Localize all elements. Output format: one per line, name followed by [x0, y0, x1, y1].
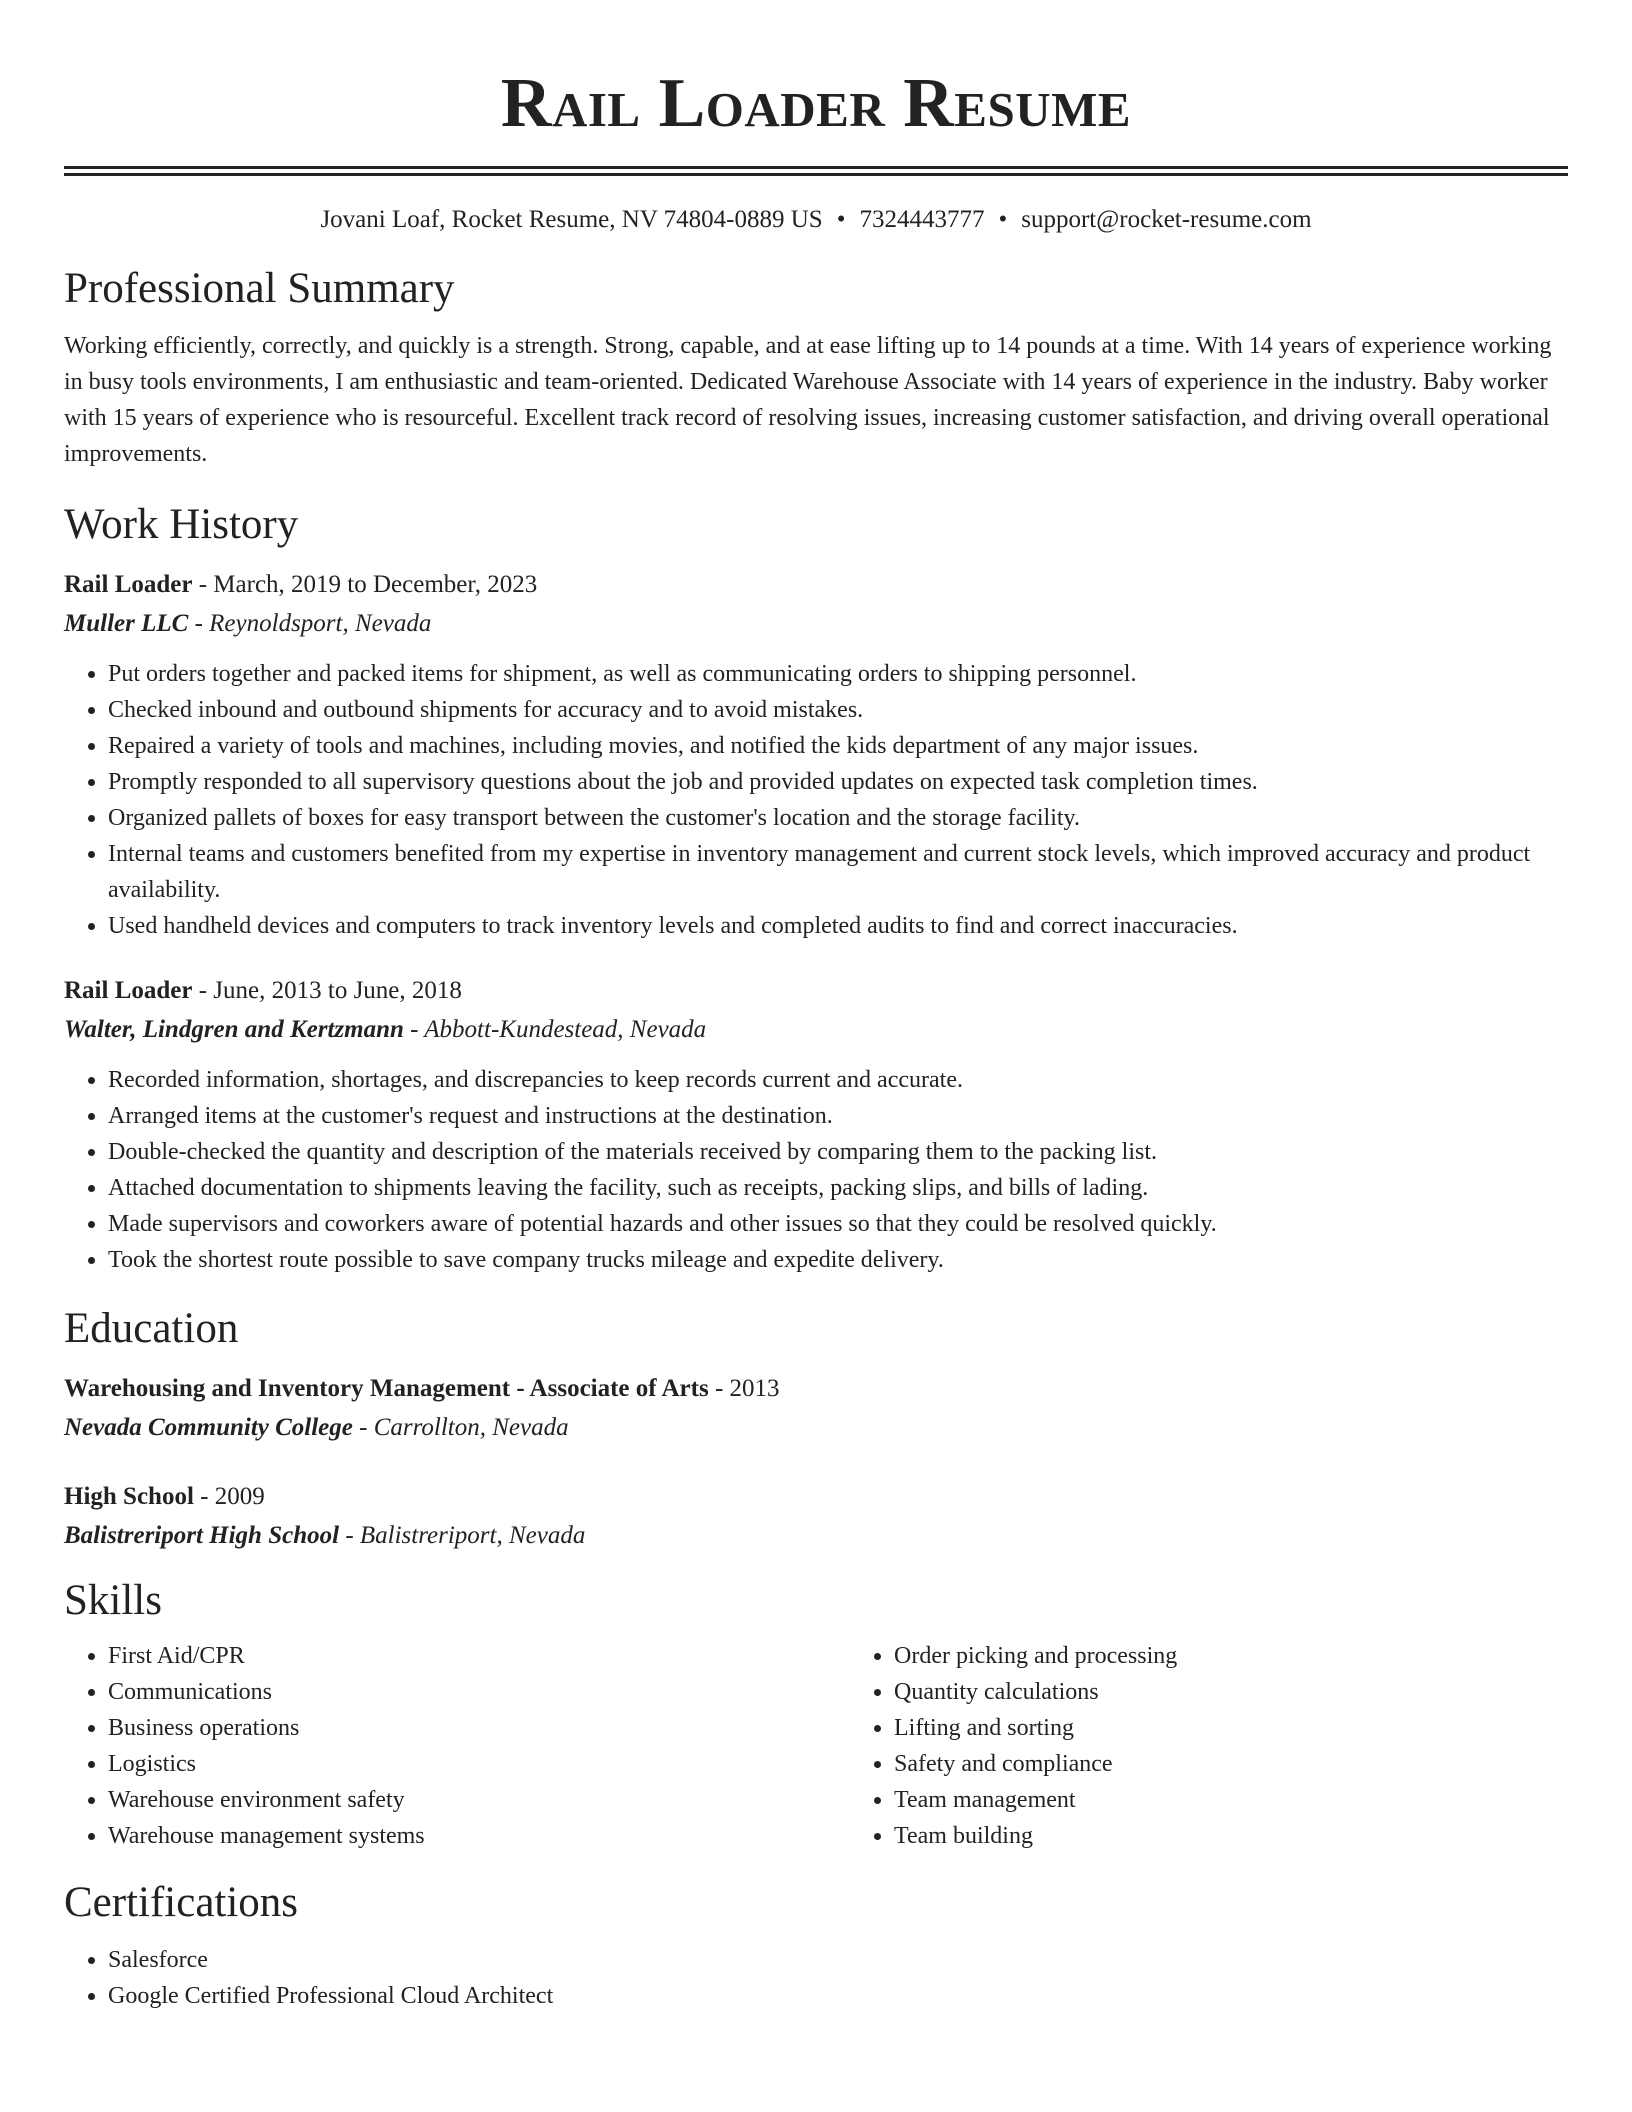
skill-item: • Quantity calculations — [894, 1674, 1568, 1710]
section-heading-summary: Professional Summary — [64, 265, 455, 312]
contact-separator: • — [836, 206, 846, 233]
skill-item: • First Aid/CPR — [108, 1638, 850, 1674]
summary-text: Working efficiently, correctly, and quickly is a strength. Strong, capable, and at ease lifting up to 14 pounds at a time. With 14 years of experience working in busy tools environments, I am enthusiastic and team-oriented. Dedicated Warehouse Associate with 14 years of experience in the industry. Baby worker with 15 years of experience who is resourceful. Excellent track record of resolving issues, increasing customer satisfaction, and driving overall operational improvements. — [64, 333, 1552, 467]
certification-item: • Google Certified Professional Cloud Architect — [108, 1978, 1568, 2014]
school-name: Balistreriport High School — [64, 1522, 340, 1549]
school-line — [64, 1408, 1568, 1448]
skill-item: • Communications — [108, 1674, 850, 1710]
section-heading-certifications: Certifications — [64, 1879, 299, 1926]
degree-line — [64, 1370, 1568, 1408]
skill-item: • Business operations — [108, 1710, 850, 1746]
skill-item: • Logistics — [108, 1746, 850, 1782]
job-employer-line — [64, 1010, 1568, 1050]
list-item: • Took the shortest route possible to save company trucks mileage and expedite delivery. — [108, 1242, 1568, 1278]
skill-item: • Warehouse environment safety — [108, 1782, 850, 1818]
job-title-line — [64, 972, 1568, 1010]
list-item: • Used handheld devices and computers to track inventory levels and completed audits to find and correct inaccuracies. — [108, 908, 1568, 944]
job-company: Walter, Lindgren and Kertzmann — [64, 1016, 404, 1043]
list-item: • Organized pallets of boxes for easy transport between the customer's location and the storage facility. — [108, 800, 1568, 836]
skills-grid — [64, 1638, 1568, 1854]
job-dates: - June, 2013 to June, 2018 — [192, 977, 462, 1004]
job-employer-line — [64, 604, 1568, 644]
job-location: - Reynoldsport, Nevada — [188, 610, 432, 637]
section-heading-education: Education — [64, 1305, 239, 1352]
section-heading-skills: Skills — [64, 1577, 162, 1624]
contact-separator: • — [998, 206, 1008, 233]
list-item: • Attached documentation to shipments leaving the facility, such as receipts, packing slips, and bills of lading. — [108, 1170, 1568, 1206]
certifications-list — [64, 1942, 1568, 2014]
section-heading-work-history: Work History — [64, 501, 299, 548]
skills-list-right — [850, 1638, 1568, 1854]
job-location: - Abbott-Kundestead, Nevada — [403, 1016, 707, 1043]
job-title: Rail Loader — [64, 977, 193, 1004]
education-entry — [64, 1478, 1568, 1556]
school-line — [64, 1516, 1568, 1556]
title-divider — [64, 166, 1568, 176]
job-duties-list — [64, 656, 1568, 944]
contact-email: support@rocket-resume.com — [1021, 206, 1312, 233]
degree: Warehousing and Inventory Management - Associate of Arts — [64, 1375, 709, 1402]
school-location: - Balistreriport, Nevada — [339, 1522, 586, 1549]
job-title-line — [64, 566, 1568, 604]
job-company: Muller LLC — [64, 610, 189, 637]
certification-item: • Salesforce — [108, 1942, 1568, 1978]
school-location: - Carrollton, Nevada — [352, 1414, 569, 1441]
job-duties-list — [64, 1062, 1568, 1278]
contact-line — [64, 204, 1568, 236]
page-title: Rail Loader Resume — [500, 65, 1132, 142]
skill-item: • Team building — [894, 1818, 1568, 1854]
degree-line — [64, 1478, 1568, 1516]
skill-item: • Lifting and sorting — [894, 1710, 1568, 1746]
work-entry — [64, 972, 1568, 1278]
list-item: • Recorded information, shortages, and discrepancies to keep records current and accurate. — [108, 1062, 1568, 1098]
list-item: • Promptly responded to all supervisory questions about the job and provided updates on expected task completion times. — [108, 764, 1568, 800]
skill-item: • Warehouse management systems — [108, 1818, 850, 1854]
work-entry — [64, 566, 1568, 944]
list-item: • Arranged items at the customer's request and instructions at the destination. — [108, 1098, 1568, 1134]
list-item: • Internal teams and customers benefited from my expertise in inventory management and current stock levels, which improved accuracy and product availability. — [108, 836, 1568, 908]
skill-item: • Safety and compliance — [894, 1746, 1568, 1782]
education-entry — [64, 1370, 1568, 1448]
list-item: • Put orders together and packed items for shipment, as well as communicating orders to shipping personnel. — [108, 656, 1568, 692]
contact-phone: 7324443777 — [859, 206, 985, 233]
school-name: Nevada Community College — [64, 1414, 353, 1441]
degree: High School — [64, 1483, 194, 1510]
graduation-year: - 2013 — [708, 1375, 780, 1402]
list-item: • Checked inbound and outbound shipments for accuracy and to avoid mistakes. — [108, 692, 1568, 728]
list-item: • Made supervisors and coworkers aware of potential hazards and other issues so that they could be resolved quickly. — [108, 1206, 1568, 1242]
skill-item: • Order picking and processing — [894, 1638, 1568, 1674]
skills-list-left — [64, 1638, 850, 1854]
skill-item: • Team management — [894, 1782, 1568, 1818]
job-title: Rail Loader — [64, 571, 193, 598]
job-dates: - March, 2019 to December, 2023 — [192, 571, 538, 598]
contact-address: Jovani Loaf, Rocket Resume, NV 74804-0889 US — [320, 206, 823, 233]
graduation-year: - 2009 — [193, 1483, 265, 1510]
list-item: • Repaired a variety of tools and machines, including movies, and notified the kids department of any major issues. — [108, 728, 1568, 764]
list-item: • Double-checked the quantity and description of the materials received by comparing them to the packing list. — [108, 1134, 1568, 1170]
